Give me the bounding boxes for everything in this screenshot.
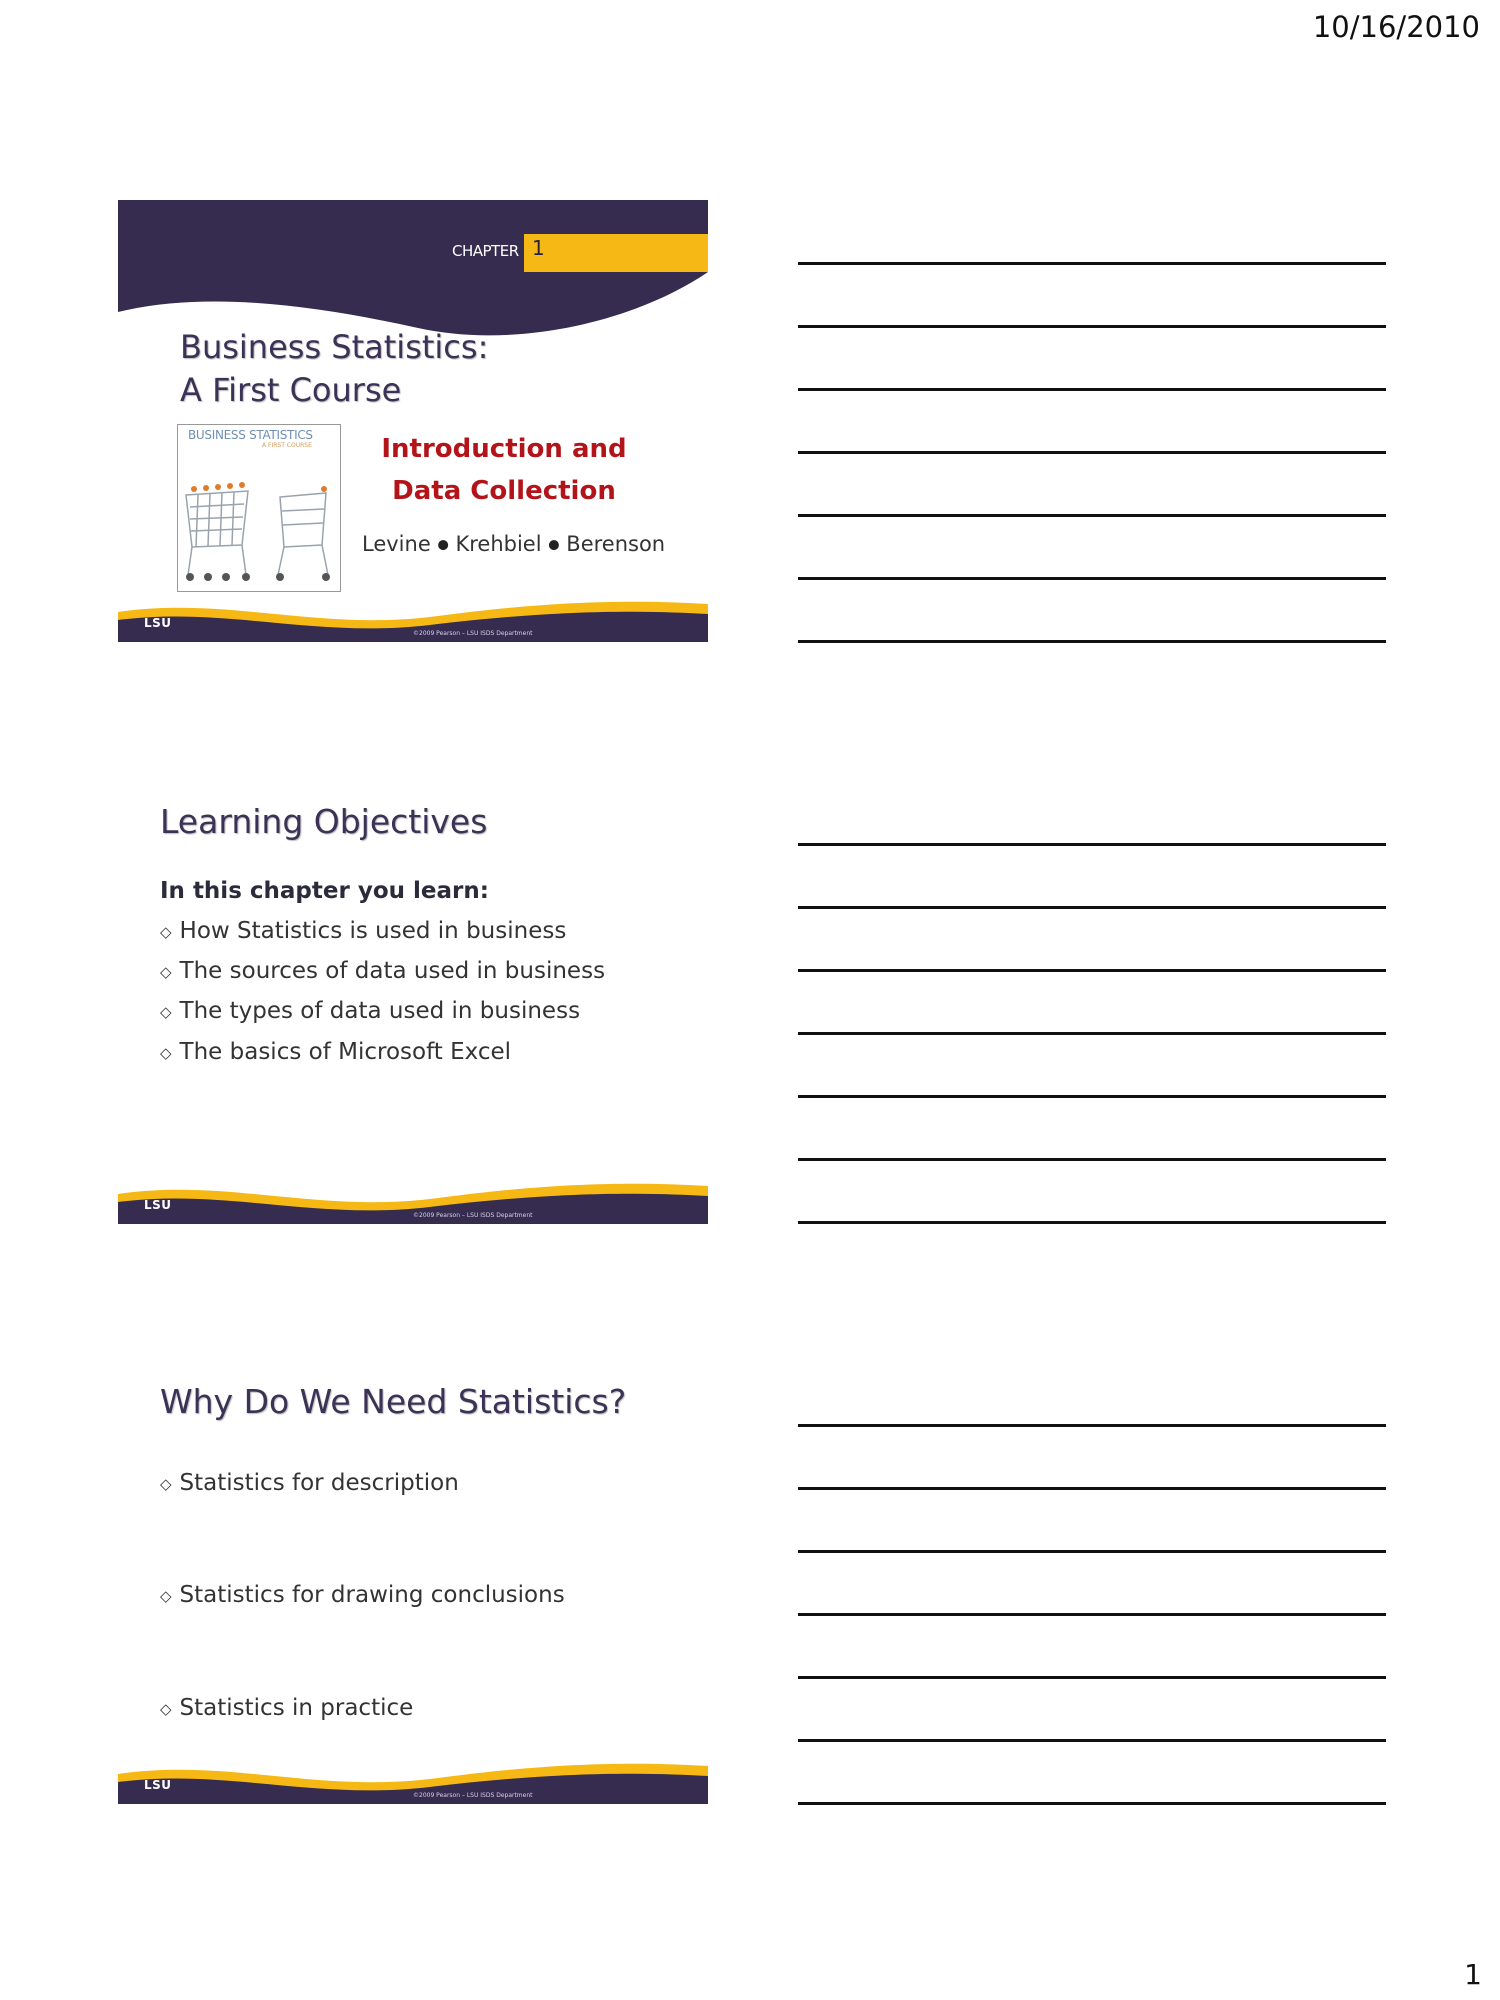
diamond-bullet-icon: ◇: [160, 1002, 172, 1021]
footer-copyright: ©2009 Pearson – LSU ISDS Department: [413, 630, 533, 637]
page-date: 10/16/2010: [1312, 10, 1480, 44]
list-item: [160, 918, 566, 944]
bullet-text: Statistics for drawing conclusions: [179, 1582, 565, 1608]
slide-heading: Why Do We Need Statistics?: [160, 1382, 627, 1421]
lsu-logo: LSU: [144, 1778, 172, 1792]
note-line: [798, 1095, 1386, 1098]
author-separator: ●: [437, 537, 449, 553]
chapter-label: CHAPTER: [452, 242, 519, 260]
course-title: [180, 326, 488, 412]
course-title-line-1: Business Statistics:: [180, 328, 489, 366]
note-line: [798, 1221, 1386, 1224]
slide-heading: Learning Objectives: [160, 802, 488, 841]
note-line: [798, 451, 1386, 454]
chapter-title-line-1: Introduction and: [381, 434, 627, 464]
bullet-text: The types of data used in business: [179, 998, 581, 1024]
note-line: [798, 1739, 1386, 1742]
lsu-logo: LSU: [144, 1198, 172, 1212]
note-line: [798, 1424, 1386, 1427]
footer-copyright: ©2009 Pearson – LSU ISDS Department: [413, 1792, 533, 1799]
note-line: [798, 906, 1386, 909]
bullet-text: Statistics in practice: [179, 1695, 414, 1721]
diamond-bullet-icon: ◇: [160, 1474, 172, 1493]
diamond-bullet-icon: ◇: [160, 962, 172, 981]
book-cover-subtitle: A FIRST COURSE: [262, 442, 312, 449]
slide-learning-objectives: [118, 782, 708, 1224]
list-item: [160, 1039, 511, 1065]
note-line: [798, 640, 1386, 643]
note-line: [798, 843, 1386, 846]
bullet-text: The sources of data used in business: [179, 958, 606, 984]
list-item: [160, 998, 580, 1024]
author-separator: ●: [548, 537, 560, 553]
note-line: [798, 1550, 1386, 1553]
note-line: [798, 262, 1386, 265]
course-title-line-2: A First Course: [180, 371, 402, 409]
author-name: Krehbiel: [455, 532, 542, 556]
note-line: [798, 1676, 1386, 1679]
chapter-title: [354, 428, 654, 512]
bullet-text: Statistics for description: [179, 1470, 459, 1496]
note-line: [798, 1802, 1386, 1805]
note-line: [798, 1158, 1386, 1161]
diamond-bullet-icon: ◇: [160, 922, 172, 941]
book-cover-title: BUSINESS STATISTICS: [188, 428, 313, 442]
authors: [362, 532, 665, 556]
note-line: [798, 1613, 1386, 1616]
author-name: Berenson: [566, 532, 666, 556]
note-line: [798, 514, 1386, 517]
note-line: [798, 969, 1386, 972]
page-number: 1: [1464, 1958, 1482, 1991]
note-line: [798, 388, 1386, 391]
note-line: [798, 1487, 1386, 1490]
chapter-title-line-2: Data Collection: [392, 476, 616, 506]
author-name: Levine: [362, 532, 431, 556]
note-line: [798, 577, 1386, 580]
diamond-bullet-icon: ◇: [160, 1699, 172, 1718]
list-item: [160, 1695, 413, 1721]
slide-title: [118, 200, 708, 642]
chapter-number: 1: [532, 236, 545, 260]
list-item: [160, 958, 605, 984]
list-item: [160, 1470, 459, 1496]
shopping-carts-illustration: [178, 425, 340, 591]
book-cover-image: [177, 424, 341, 592]
list-item: [160, 1582, 565, 1608]
diamond-bullet-icon: ◇: [160, 1586, 172, 1605]
bullet-text: The basics of Microsoft Excel: [179, 1039, 512, 1065]
lsu-logo: LSU: [144, 616, 172, 630]
bullet-text: How Statistics is used in business: [179, 918, 567, 944]
objectives-intro: In this chapter you learn:: [160, 878, 489, 904]
note-line: [798, 1032, 1386, 1035]
note-line: [798, 325, 1386, 328]
diamond-bullet-icon: ◇: [160, 1043, 172, 1062]
footer-copyright: ©2009 Pearson – LSU ISDS Department: [413, 1212, 533, 1219]
slide-why-statistics: [118, 1362, 708, 1804]
